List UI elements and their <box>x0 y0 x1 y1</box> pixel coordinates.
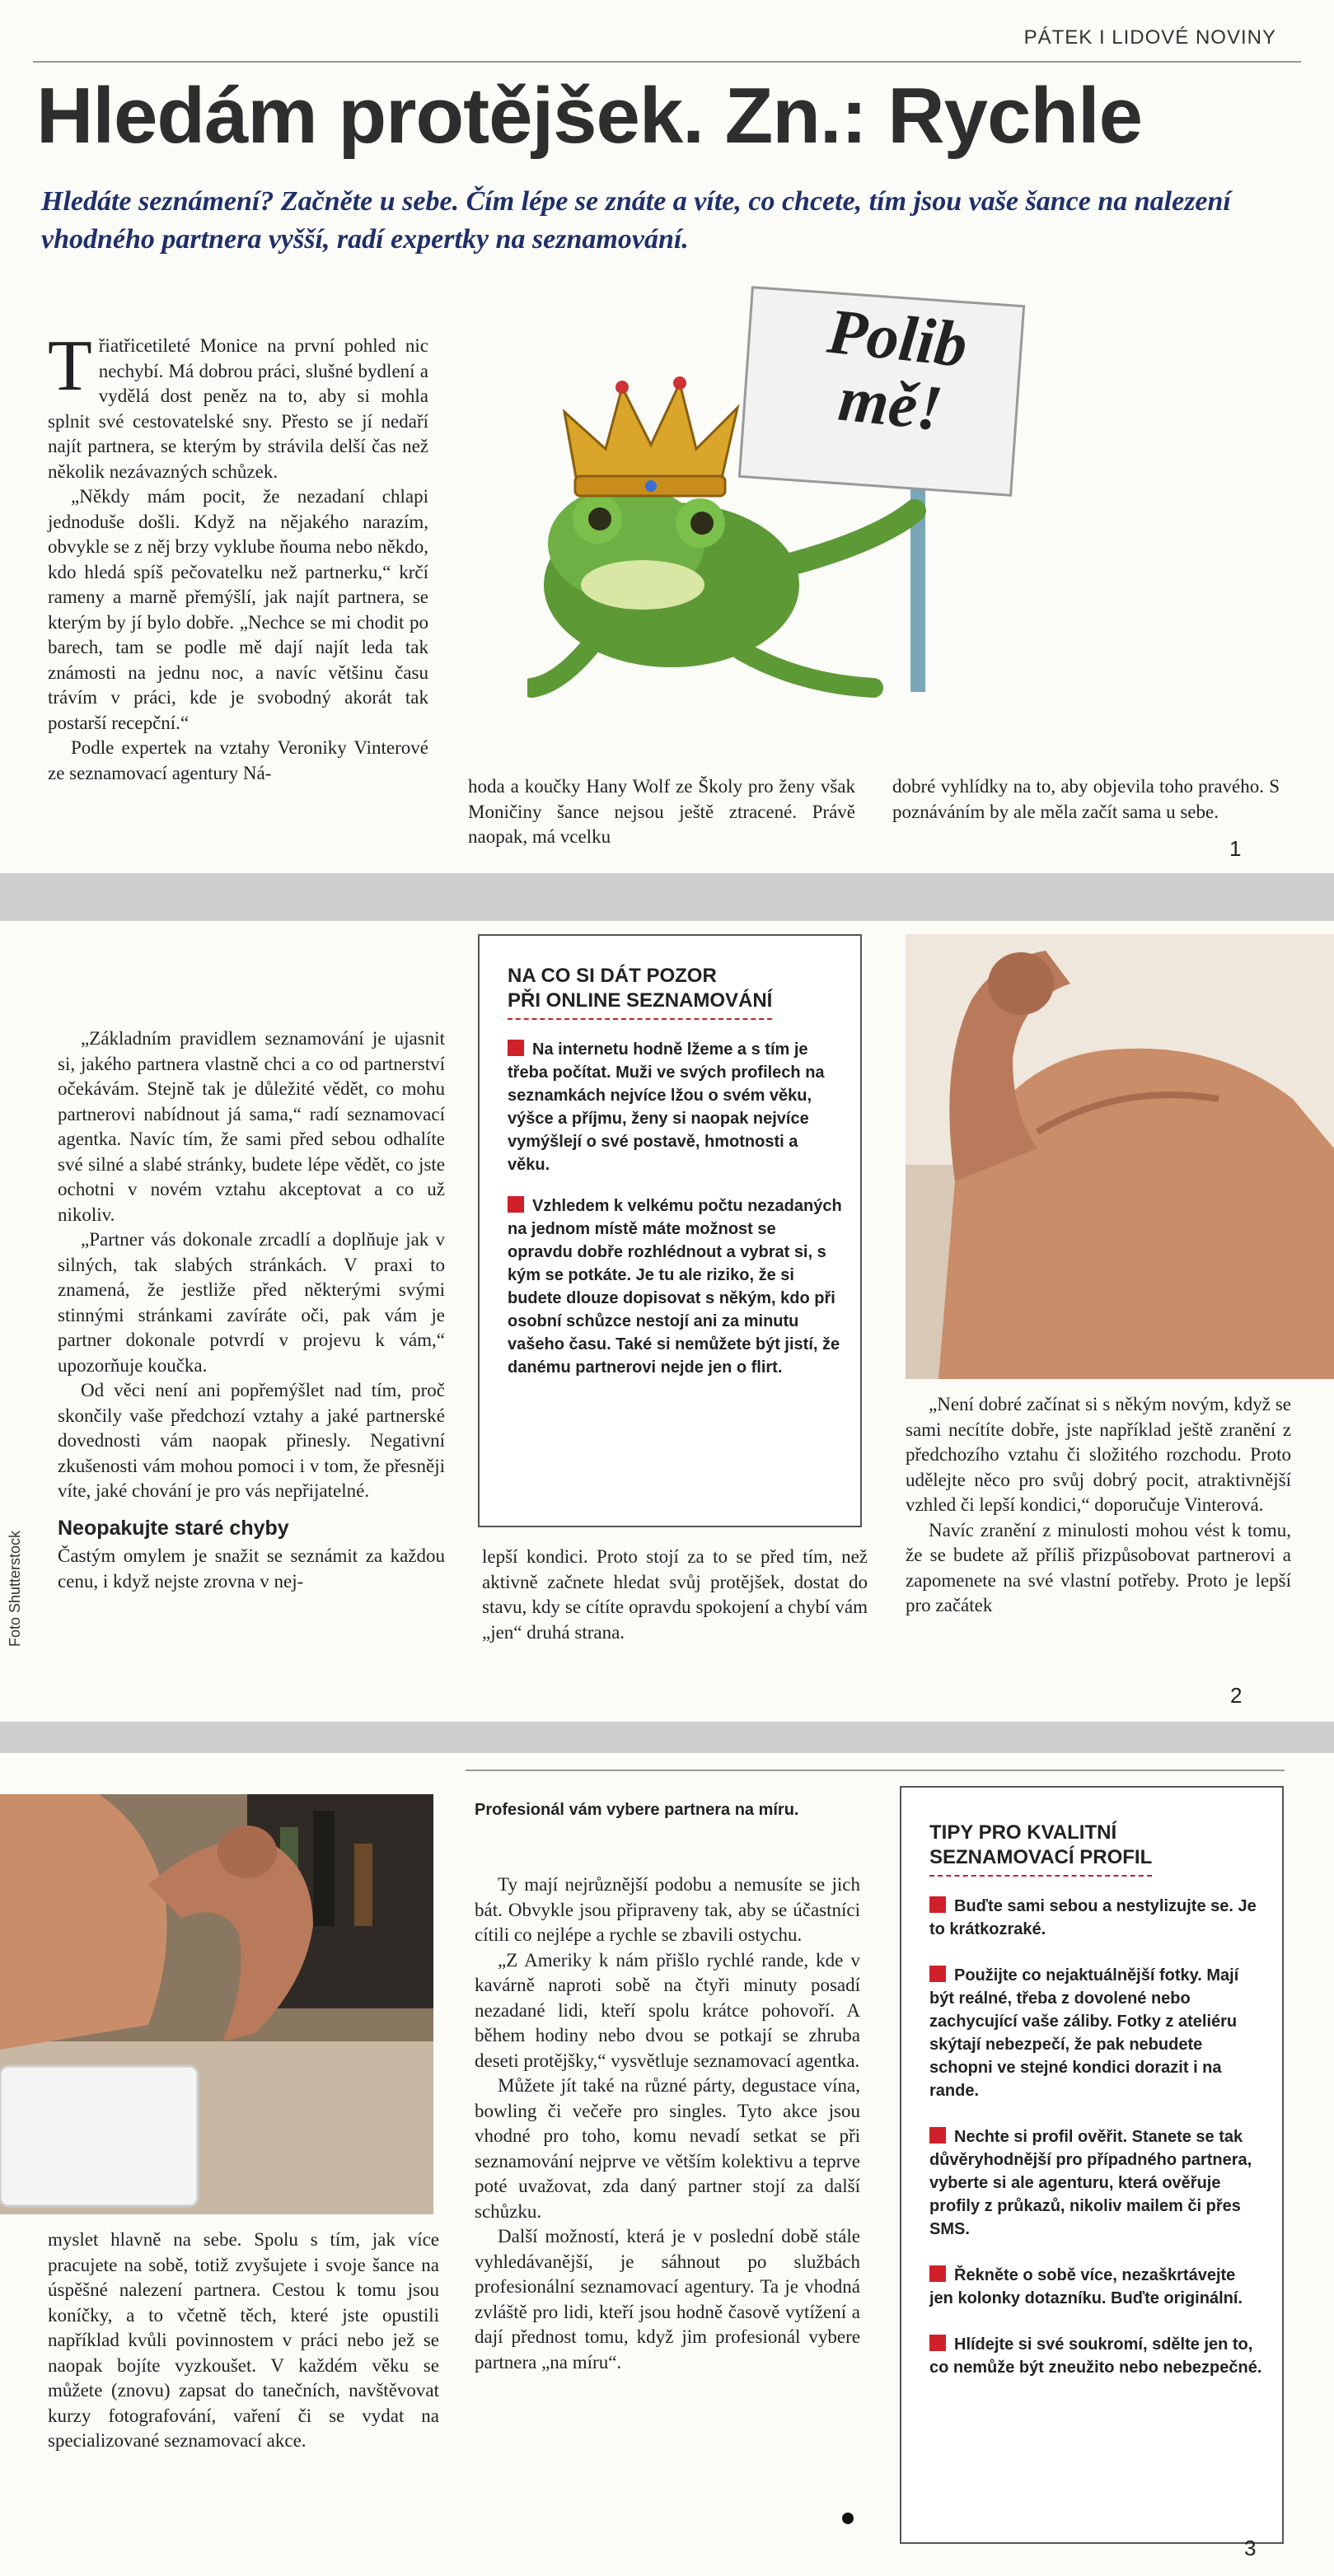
article-column-3 <box>892 774 1280 825</box>
photo-credit: Foto Shutterstock <box>7 1530 24 1648</box>
paragraph: Ty mají nejrůznější podobu a nemusíte se jich bát. Obvykle jsou připraveny tak, aby se účastníci cítili co nejlépe a rychle se zbavili ostychu. <box>475 1874 860 1945</box>
paragraph: Navíc zranění z minulosti mohou vést k tomu, že se budete až příliš přizpůsobovat partnerovi a zapomenete na své vlastní potřeby. Proto je lepší pro začátek <box>906 1519 1291 1615</box>
paragraph: „Někdy mám pocit, že nezadaní chlapi jednoduše došli. Když na nějakého narazím, obvykle se z něj brzy vyklube ňouma nebo někdo, kdo hledá spíš pečovatelku než partnerku,“ krčí rameny a marně přemýšlí, jak najít partnera, se kterým by jí bylo dobře. „Nechce se mi chodit po barech, tam se podle mě dají najít leda tak známosti na jednu noc, a navíc většinu času trávím v práci, kde je svobodný akorát tak postarší recepční.“ <box>48 486 428 733</box>
paragraph: Další možností, která je v poslední době stále vyhledávanější, je sáhnout po službách profesionální seznamovací agentury. Ta je vhodná zvláště pro lidi, kteří jsou hodně časově vytížení a dají přednost tomu, když jim profesionál vybere partnera „na míru“. <box>475 2226 860 2373</box>
bullet-square-icon <box>929 2127 946 2144</box>
page-number: 3 <box>1244 2536 1257 2560</box>
drop-cap: T <box>48 326 92 406</box>
sign-text: Polib mě! <box>824 294 971 445</box>
article-column-2 <box>468 774 855 850</box>
article-column-2 <box>475 1872 860 2375</box>
paragraph: Od věci není ani popřemýšlet nad tím, proč skončily vaše předchozí vztahy a jaké partnerské dovednosti vám naopak přinesly. Negativní zkušenosti vám mohou pomoci i v tom, že přesněji víte, jaké chování je pro vás nepřijatelné. <box>58 1380 445 1501</box>
page-2 <box>0 921 1334 1722</box>
article-column-3 <box>906 1392 1291 1619</box>
end-mark-icon <box>842 2513 854 2524</box>
paragraph: hoda a koučky Hany Wolf ze Školy pro ženy však Moničiny šance nejsou ještě ztracené. Právě naopak, má vcelku <box>468 776 855 847</box>
crown <box>564 376 737 496</box>
muscular-arm-photo <box>906 934 1334 1379</box>
paragraph: „Z Ameriky k nám přišlo rychlé rande, kde v kavárně naproti sobě na čtyři minuty posadí nezadané lidi, kteří spolu krátce pohovoří. A během hodiny nebo dvou se potkají se zhruba deseti protějšky,“ vysvětluje seznamovací agentka. <box>475 1949 860 2071</box>
lead-paragraph: Hledáte seznámení? Začněte u sebe. Čím lépe se znáte a víte, co chcete, tím jsou vaše šance na nalezení vhodného partnera vyšší, radí expertky na seznamování. <box>41 186 1231 255</box>
paragraph: Můžete jít také na různé párty, degustace vína, bowling či večeře pro singles. Tyto akce jsou vhodné pro toho, komu nevadí setkat se při seznamování nejprve ve větším kolektivu a teprve poté uvažovat, zda daný partner stojí za další schůzku. <box>475 2075 860 2222</box>
page-number: 1 <box>1229 836 1242 861</box>
article-column-1 <box>58 1026 445 1594</box>
paragraph: „Základním pravidlem seznamování je ujasnit si, jakého partnera vlastně chci a co od partnerství očekávám. Stejně tak je důležité vědět, co mohu partnerovi nabídnout já sama,“ radí seznamovací agentka. Navíc tím, že sami před sebou odhalíte své silné a slabé stránky, budete lépe vědět, co jste ochotni v novém vztahu akceptovat a co už nikoliv. <box>58 1028 445 1225</box>
paragraph: „Není dobré začínat si s někým novým, když se sami necítíte dobře, jste například ještě zranění z předchozího vztahu či složitého rozchodu. Proto udělejte něco pro svůj dobrý pocit, atraktivnější vzhled či lepší kondici,“ doporučuje Vinterová. <box>906 1394 1291 1515</box>
box-item: Vzhledem k velkému počtu nezadaných na jednom místě máte možnost se opravdu dobře rozhlédnout a vybrat si, s kým se potkáte. Je tu ale riziko, že si budete dlouze dopisovat s někým, kdo při osobní schůzce nestojí ani za minutu vašeho času. Také si nemůžete být jistí, že danému partnerovi nejde jen o flirt. <box>508 1197 842 1377</box>
bullet-square-icon <box>508 1040 524 1056</box>
bullet-square-icon <box>929 1896 946 1913</box>
frog-body <box>531 486 915 688</box>
photo-caption-subhead: Profesionál vám vybere partnera na míru. <box>475 1801 799 1819</box>
article-column-1 <box>48 326 428 786</box>
online-dating-tips-box <box>478 934 862 1527</box>
bullet-square-icon <box>929 2335 946 2351</box>
bullet-square-icon <box>929 1966 946 1982</box>
bullet-square-icon <box>929 2265 946 2282</box>
paragraph: řiatřicetileté Monice na první pohled nic nechybí. Má dobrou práci, slušné bydlení a vydělá dost peněz na to, aby si mohla splnit své cestovatelské sny. Přesto se jí nedaří najít partnera, se kterým by strávila delší čas než několik nezávazných schůzek. <box>48 335 428 482</box>
tip-item: Řekněte o sobě více, nezaškrtávejte jen kolonky dotazníku. Buďte originální. <box>929 2266 1243 2307</box>
paragraph: lepší kondici. Proto stojí za to se před tím, než aktivně začnete hledat svůj protějšek, dostat do stavu, kdy se cítíte opravdu spokojení a chybí vám „jen“ druhá strana. <box>482 1546 868 1643</box>
article-column-1 <box>48 2228 439 2454</box>
article-column-2 <box>482 1545 868 1645</box>
tip-item: Použijte co nejaktuálnější fotky. Mají být reálné, třeba z dovolené nebo zachycující vaše záliby. Fotky z ateliéru skýtají nebezpečí, že pak nebudete schopni ve stejné kondici dorazit i na rande. <box>929 1966 1239 2100</box>
paragraph: Častým omylem je snažit se seznámit za každou cenu, i když nejste zrovna v nej- <box>58 1545 445 1592</box>
paragraph: dobré vyhlídky na to, aby objevila toho pravého. S poznáváním by ale měla začít sama u sebe. <box>892 776 1280 822</box>
subheading: Neopakujte staré chyby <box>58 1516 289 1540</box>
paragraph: „Partner vás dokonale zrcadlí a doplňuje jak v silných, tak slabých stránkách. V praxi to znamená, že jestliže před některými svými stinnými stránkami zavíráte oči, pak vám je partner dokonale potvrdí v projevu k vám,“ upozorňuje koučka. <box>58 1229 445 1376</box>
tip-item: Buďte sami sebou a nestylizujte se. Je to krátkozraké. <box>929 1897 1257 1938</box>
page-3 <box>0 1753 1334 2576</box>
box-title: TIPY PRO KVALITNÍ SEZNAMOVACÍ PROFIL <box>929 1821 1152 1877</box>
paragraph: Podle expertek na vztahy Veroniky Vinterové ze seznamovací agentury Ná- <box>48 737 428 783</box>
page-number: 2 <box>1230 1683 1243 1708</box>
box-item: Na internetu hodně lžeme a s tím je třeba počítat. Muži ve svých profilech na seznamkách nejvíce lžou o svém věku, výšce a příjmu, ženy si naopak nejvíce vymýšlejí o své postavě, hmotnosti a věku. <box>508 1040 825 1174</box>
tip-item: Nechte si profil ověřit. Stanete se tak důvěryhodnější pro případného partnera, vyberte si ale agenturu, která ověřuje profily z průkazů, nikoliv mailem či přes SMS. <box>929 2128 1252 2238</box>
box-title: NA CO SI DÁT POZOR PŘI ONLINE SEZNAMOVÁNÍ <box>508 964 772 1020</box>
page-1 <box>0 0 1334 873</box>
profile-tips-box <box>900 1786 1284 2544</box>
paragraph: myslet hlavně na sebe. Spolu s tím, jak více pracujete na sobě, totiž zvyšujete i svoje šance na úspěšné nalezení partnera. Cestou k tomu jsou koníčky, a to včetně těch, které jste opustili například kvůli povinnostem v práci nebo jež se naopak bojíte vyzkoušet. V každém věku se můžete (znovu) zapsat do tanečních, navštěvovat kurzy fotografování, vaření či se vydat na specializované seznamovací akce. <box>48 2229 439 2451</box>
headline: Hledám protějšek. Zn.: Rychle <box>36 72 1143 160</box>
page-header: PÁTEK I LIDOVÉ NOVINY <box>1023 26 1276 49</box>
tip-item: Hlídejte si své soukromí, sdělte jen to, co nemůže být zneužito nebo nebezpečné. <box>929 2335 1262 2377</box>
top-rule <box>466 1770 1285 1771</box>
muscular-arm-photo <box>0 1794 433 2214</box>
header-rule <box>33 61 1301 63</box>
bullet-square-icon <box>508 1196 524 1213</box>
